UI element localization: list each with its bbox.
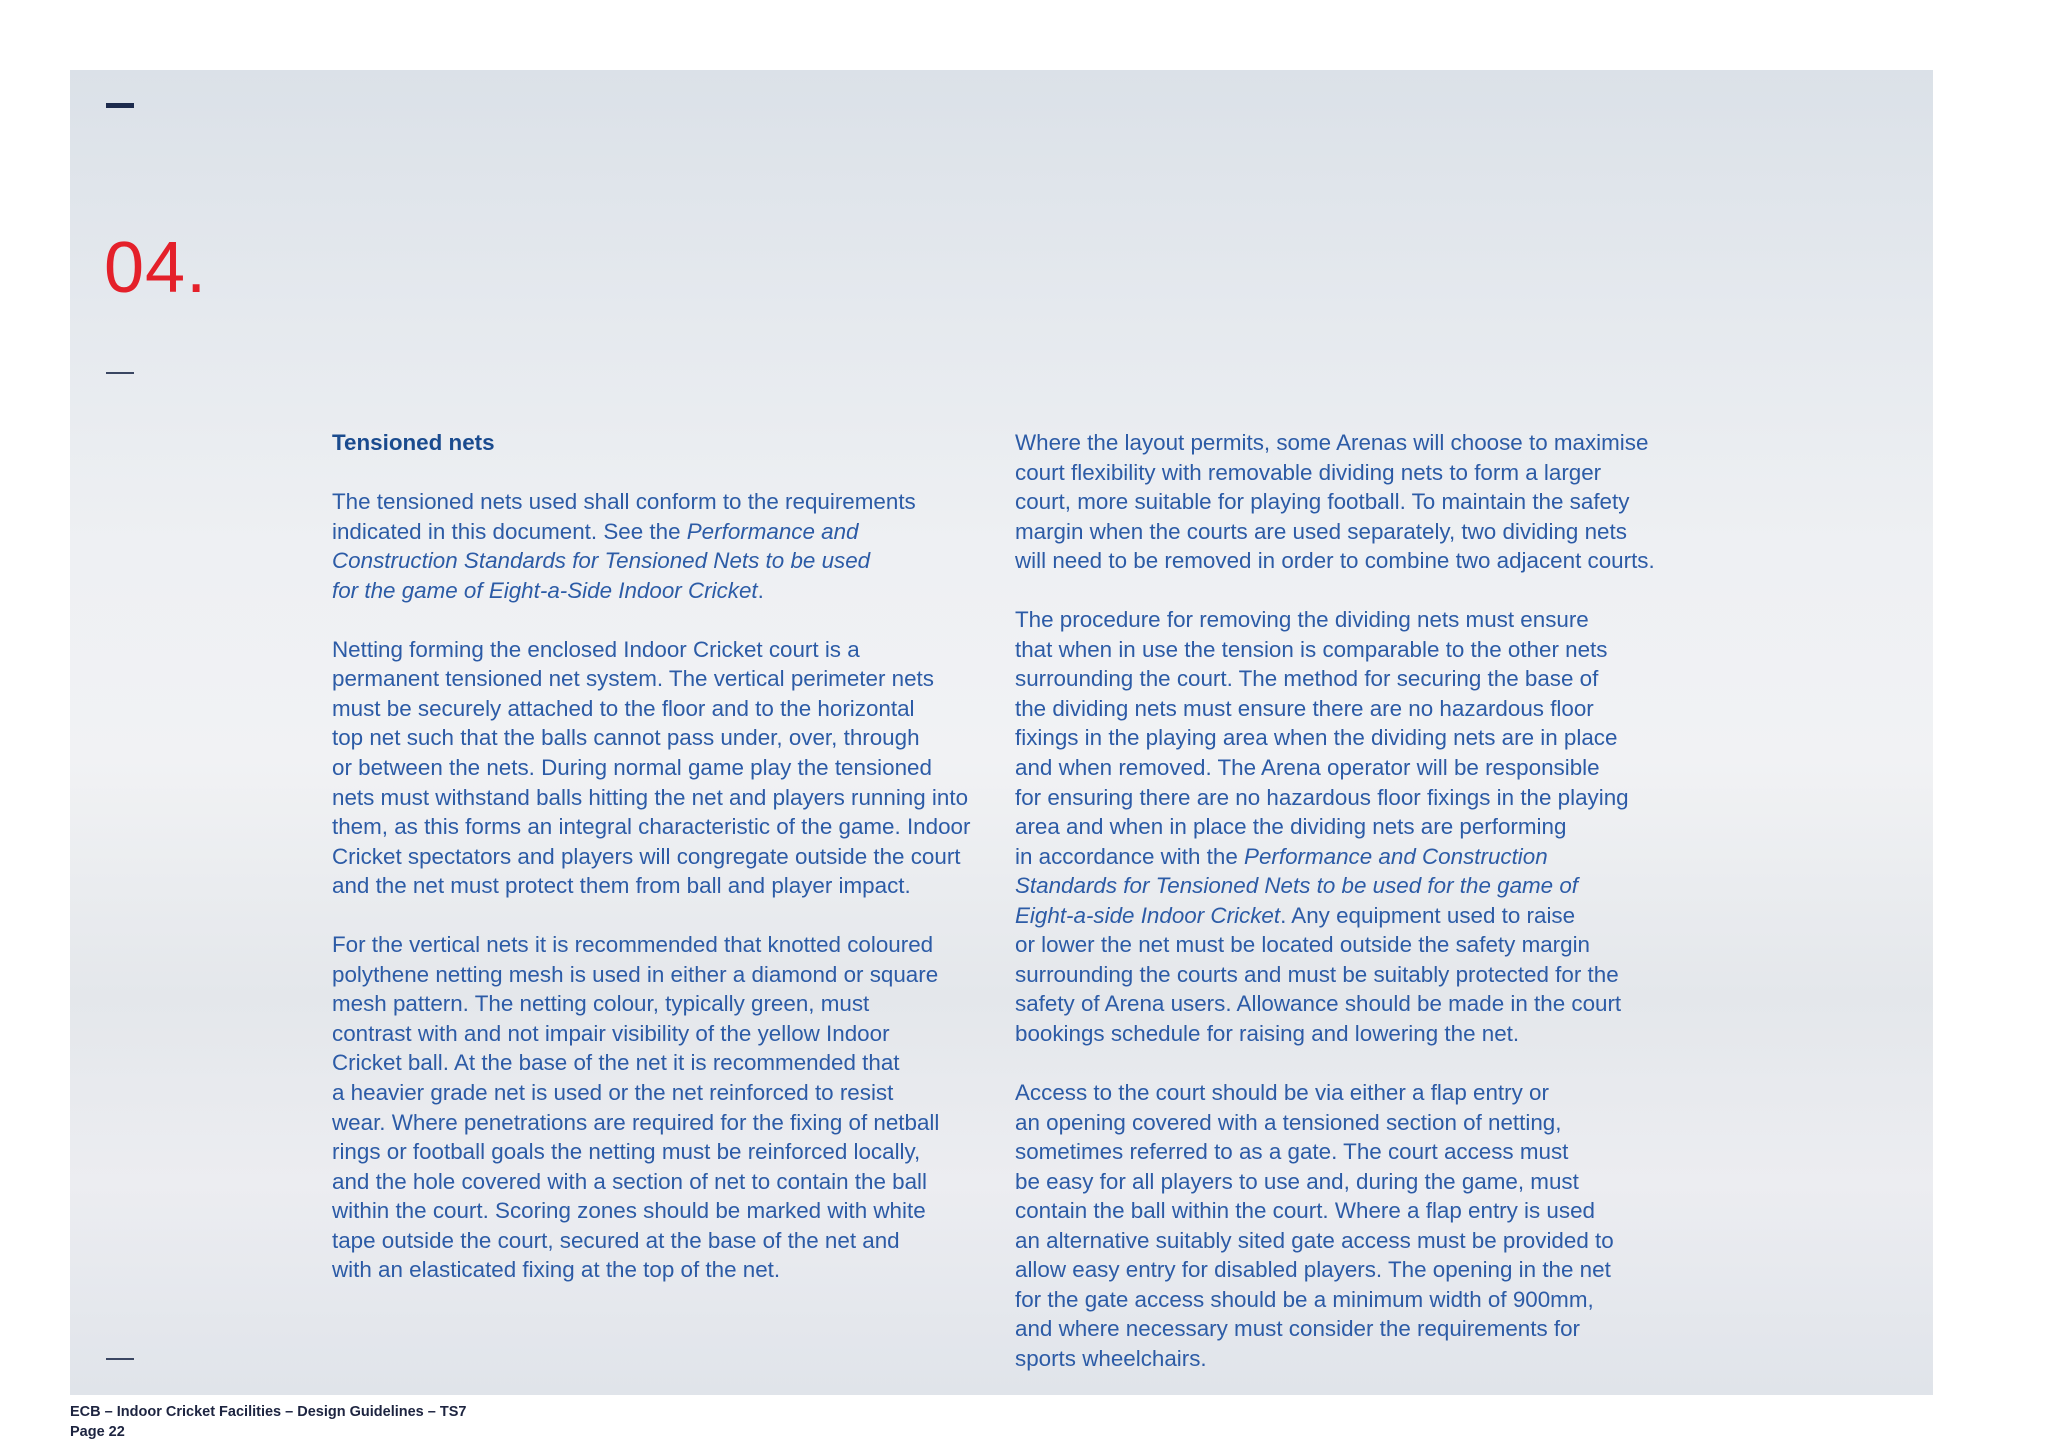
section-heading: Tensioned nets — [332, 430, 495, 455]
paragraph — [332, 487, 997, 605]
text-line: Where the layout permits, some Arenas will choose to maximise — [1015, 430, 1649, 455]
text-line — [1015, 842, 1705, 872]
text-line: tape outside the court, secured at the base of the net and — [332, 1227, 900, 1253]
text-line: fixings in the playing area when the dividing nets are in place — [1015, 725, 1618, 751]
text-run: . — [757, 577, 764, 603]
text-line: mesh pattern. The netting colour, typically green, must — [332, 991, 870, 1017]
text-line: be easy for all players to use and, during the game, must — [1015, 1168, 1579, 1194]
text-line: contrast with and not impair visibility of the yellow Indoor — [332, 1020, 890, 1046]
text-line — [1015, 871, 1705, 901]
text-line: within the court. Scoring zones should be marked with white — [332, 1198, 926, 1224]
text-line: and the hole covered with a section of net to contain the ball — [332, 1168, 927, 1194]
italic-text: Standards for Tensioned Nets to be used for the game of — [1015, 873, 1579, 899]
text-line: court, more suitable for playing football. To maintain the safety — [1015, 489, 1630, 515]
text-line: a heavier grade net is used or the net reinforced to resist — [332, 1080, 894, 1106]
text-line: with an elasticated fixing at the top of the net. — [332, 1257, 781, 1283]
text-line: For the vertical nets it is recommended that knotted coloured — [332, 932, 934, 958]
page-footer — [70, 1402, 466, 1442]
text-line: or lower the net must be located outside the safety margin — [1015, 932, 1591, 958]
text-line — [332, 517, 997, 547]
text-run: indicated in this document. See the — [332, 518, 687, 544]
footer-document-title: ECB – Indoor Cricket Facilities – Design Guidelines – TS7 — [70, 1404, 467, 1420]
divider-rule-upper — [106, 372, 134, 374]
divider-rule-lower — [106, 1358, 134, 1360]
italic-text: Performance and — [686, 518, 859, 544]
section-number: 04. — [104, 228, 208, 308]
text-line: Cricket spectators and players will congregate outside the court — [332, 843, 961, 869]
paragraph — [332, 635, 997, 901]
footer-page-number: Page 22 — [70, 1424, 125, 1440]
text-line: for ensuring there are no hazardous floor fixings in the playing — [1015, 784, 1629, 810]
italic-text: Performance and Construction — [1244, 843, 1548, 869]
paragraph — [332, 930, 997, 1285]
text-line: top net such that the balls cannot pass under, over, through — [332, 725, 920, 751]
text-line — [1015, 901, 1705, 931]
text-line: and the net must protect them from ball and player impact. — [332, 873, 911, 899]
text-line — [332, 546, 997, 576]
text-line: allow easy entry for disabled players. The opening in the net — [1015, 1257, 1611, 1283]
left-text-column — [332, 428, 997, 1285]
text-line: court flexibility with removable dividing nets to form a larger — [1015, 459, 1602, 485]
text-line: Access to the court should be via either a flap entry or — [1015, 1080, 1549, 1106]
text-run: . Any equipment used to raise — [1280, 902, 1576, 928]
text-line: wear. Where penetrations are required for the fixing of netball — [332, 1109, 940, 1135]
text-line: nets must withstand balls hitting the net and players running into — [332, 784, 969, 810]
text-line: an opening covered with a tensioned section of netting, — [1015, 1109, 1562, 1135]
text-line: must be securely attached to the floor and to the horizontal — [332, 695, 915, 721]
text-line: contain the ball within the court. Where a flap entry is used — [1015, 1198, 1595, 1224]
text-line: area and when in place the dividing nets are performing — [1015, 814, 1567, 840]
section-marker-dash — [106, 103, 134, 108]
text-line: sports wheelchairs. — [1015, 1345, 1207, 1371]
paragraph — [1015, 1078, 1705, 1373]
text-line: permanent tensioned net system. The vertical perimeter nets — [332, 666, 934, 692]
italic-text: Eight-a-side Indoor Cricket — [1015, 902, 1281, 928]
text-line: surrounding the court. The method for securing the base of — [1015, 666, 1599, 692]
text-line — [332, 576, 997, 606]
text-line: sometimes referred to as a gate. The court access must — [1015, 1139, 1569, 1165]
text-line: rings or football goals the netting must be reinforced locally, — [332, 1139, 921, 1165]
text-line: safety of Arena users. Allowance should be made in the court — [1015, 991, 1622, 1017]
text-line: The procedure for removing the dividing nets must ensure — [1015, 607, 1589, 633]
text-line: and when removed. The Arena operator will be responsible — [1015, 755, 1600, 781]
text-line: polythene netting mesh is used in either a diamond or square — [332, 961, 939, 987]
text-run: in accordance with the — [1015, 843, 1245, 869]
text-line: Netting forming the enclosed Indoor Cricket court is a — [332, 636, 860, 662]
text-line: that when in use the tension is comparable to the other nets — [1015, 636, 1608, 662]
paragraph — [1015, 605, 1705, 1048]
text-line: Cricket ball. At the base of the net it is recommended that — [332, 1050, 900, 1076]
italic-text: for the game of Eight-a-Side Indoor Cricket — [332, 577, 758, 603]
text-line: the dividing nets must ensure there are no hazardous floor — [1015, 695, 1594, 721]
right-text-column — [1015, 428, 1705, 1374]
text-line: for the gate access should be a minimum width of 900mm, — [1015, 1286, 1594, 1312]
text-line: bookings schedule for raising and lowering the net. — [1015, 1020, 1520, 1046]
text-line: them, as this forms an integral characteristic of the game. Indoor — [332, 814, 971, 840]
italic-text: Construction Standards for Tensioned Nets to be used — [332, 548, 871, 574]
text-line: will need to be removed in order to combine two adjacent courts. — [1015, 548, 1655, 574]
text-line: margin when the courts are used separately, two dividing nets — [1015, 518, 1627, 544]
text-line: an alternative suitably sited gate access must be provided to — [1015, 1227, 1614, 1253]
text-line: The tensioned nets used shall conform to the requirements — [332, 489, 916, 515]
text-line: and where necessary must consider the requirements for — [1015, 1316, 1581, 1342]
paragraph — [1015, 428, 1705, 576]
text-line: surrounding the courts and must be suitably protected for the — [1015, 961, 1619, 987]
text-line: or between the nets. During normal game play the tensioned — [332, 755, 932, 781]
